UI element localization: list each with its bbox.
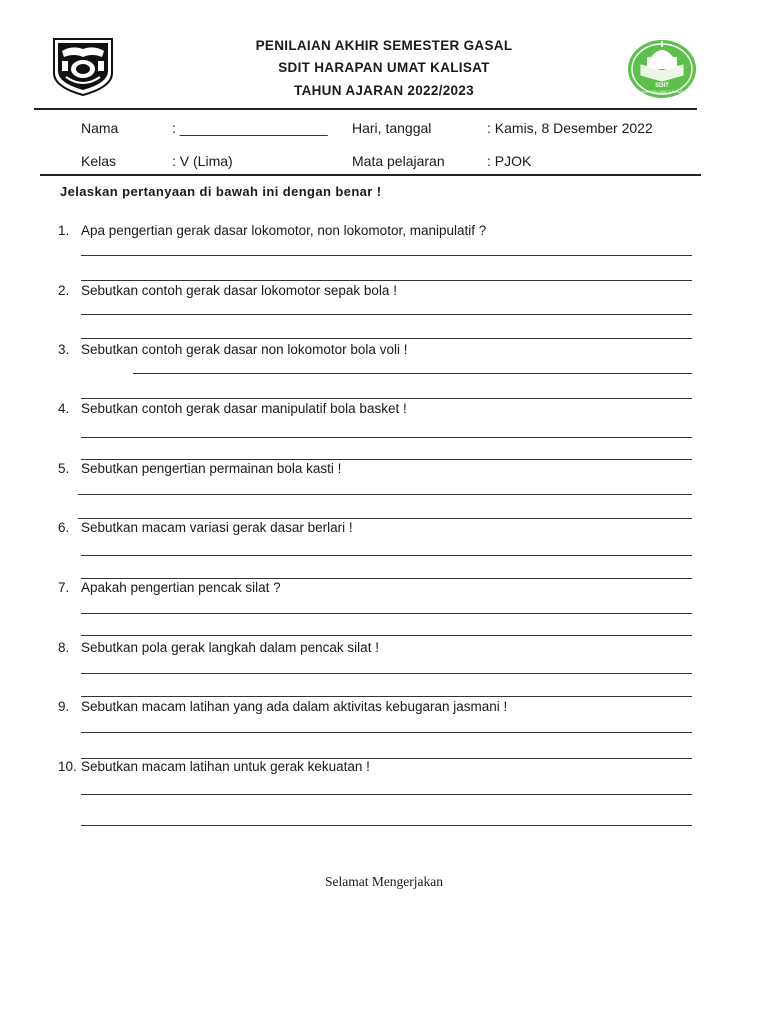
answer-line[interactable] bbox=[81, 673, 692, 674]
question-text: Sebutkan pengertian permainan bola kasti ! bbox=[81, 461, 342, 476]
answer-line[interactable] bbox=[81, 280, 692, 281]
question-number: 8. bbox=[58, 640, 70, 655]
answer-line[interactable] bbox=[81, 825, 692, 826]
question-number: 6. bbox=[58, 520, 70, 535]
school-logo-subtext: HARAPAN UMAT KALISAT bbox=[640, 90, 684, 94]
question-number: 5. bbox=[58, 461, 70, 476]
question-number: 1. bbox=[58, 223, 70, 238]
mata-pelajaran-value: : PJOK bbox=[487, 153, 532, 169]
answer-line[interactable] bbox=[81, 794, 692, 795]
question-text: Sebutkan macam variasi gerak dasar berlari ! bbox=[81, 520, 353, 535]
question-number: 2. bbox=[58, 283, 70, 298]
answer-line[interactable] bbox=[81, 255, 692, 256]
hari-tanggal-value: : Kamis, 8 Desember 2022 bbox=[487, 120, 653, 136]
school-logo-text: SDIT bbox=[655, 83, 669, 89]
question-number: 9. bbox=[58, 699, 70, 714]
answer-line[interactable] bbox=[81, 437, 692, 438]
exam-title: PENILAIAN AKHIR SEMESTER GASAL bbox=[255, 38, 513, 53]
kelas-value: : V (Lima) bbox=[172, 153, 233, 169]
question-text: Sebutkan contoh gerak dasar lokomotor sepak bola ! bbox=[81, 283, 397, 298]
nama-field[interactable]: : ___________________ bbox=[172, 120, 328, 136]
nama-label: Nama bbox=[81, 120, 119, 136]
header-divider bbox=[34, 108, 697, 110]
kelas-label: Kelas bbox=[81, 153, 117, 169]
question-text: Sebutkan macam latihan untuk gerak kekuatan ! bbox=[81, 759, 370, 774]
hari-tanggal-label: Hari, tanggal bbox=[352, 120, 432, 136]
answer-line[interactable] bbox=[133, 373, 692, 374]
question-text: Sebutkan contoh gerak dasar non lokomotor bola voli ! bbox=[81, 342, 408, 357]
question-text: Apa pengertian gerak dasar lokomotor, non lokomotor, manipulatif ? bbox=[81, 223, 487, 238]
question-number: 10. bbox=[58, 759, 77, 774]
academic-year: TAHUN AJARAN 2022/2023 bbox=[294, 83, 474, 98]
answer-line[interactable] bbox=[81, 613, 692, 614]
school-logo bbox=[627, 37, 697, 99]
question-text: Sebutkan pola gerak langkah dalam pencak silat ! bbox=[81, 640, 379, 655]
school-name: SDIT HARAPAN UMAT KALISAT bbox=[278, 60, 490, 75]
answer-line[interactable] bbox=[81, 314, 692, 315]
question-text: Sebutkan contoh gerak dasar manipulatif bola basket ! bbox=[81, 401, 407, 416]
closing-message: Selamat Mengerjakan bbox=[324, 874, 444, 889]
answer-line[interactable] bbox=[81, 635, 692, 636]
answer-line[interactable] bbox=[78, 494, 692, 495]
question-number: 7. bbox=[58, 580, 70, 595]
answer-line[interactable] bbox=[81, 338, 692, 339]
answer-line[interactable] bbox=[81, 696, 692, 697]
answer-line[interactable] bbox=[81, 459, 692, 460]
info-divider bbox=[40, 174, 701, 176]
answer-line[interactable] bbox=[81, 398, 692, 399]
instructions: Jelaskan pertanyaan di bawah ini dengan benar ! bbox=[60, 184, 382, 199]
question-text: Apakah pengertian pencak silat ? bbox=[81, 580, 281, 595]
answer-line[interactable] bbox=[78, 518, 692, 519]
question-number: 3. bbox=[58, 342, 70, 357]
question-text: Sebutkan macam latihan yang ada dalam aktivitas kebugaran jasmani ! bbox=[81, 699, 508, 714]
question-number: 4. bbox=[58, 401, 70, 416]
answer-line[interactable] bbox=[81, 732, 692, 733]
mata-pelajaran-label: Mata pelajaran bbox=[352, 153, 445, 169]
answer-line[interactable] bbox=[81, 555, 692, 556]
answer-line[interactable] bbox=[81, 578, 692, 579]
